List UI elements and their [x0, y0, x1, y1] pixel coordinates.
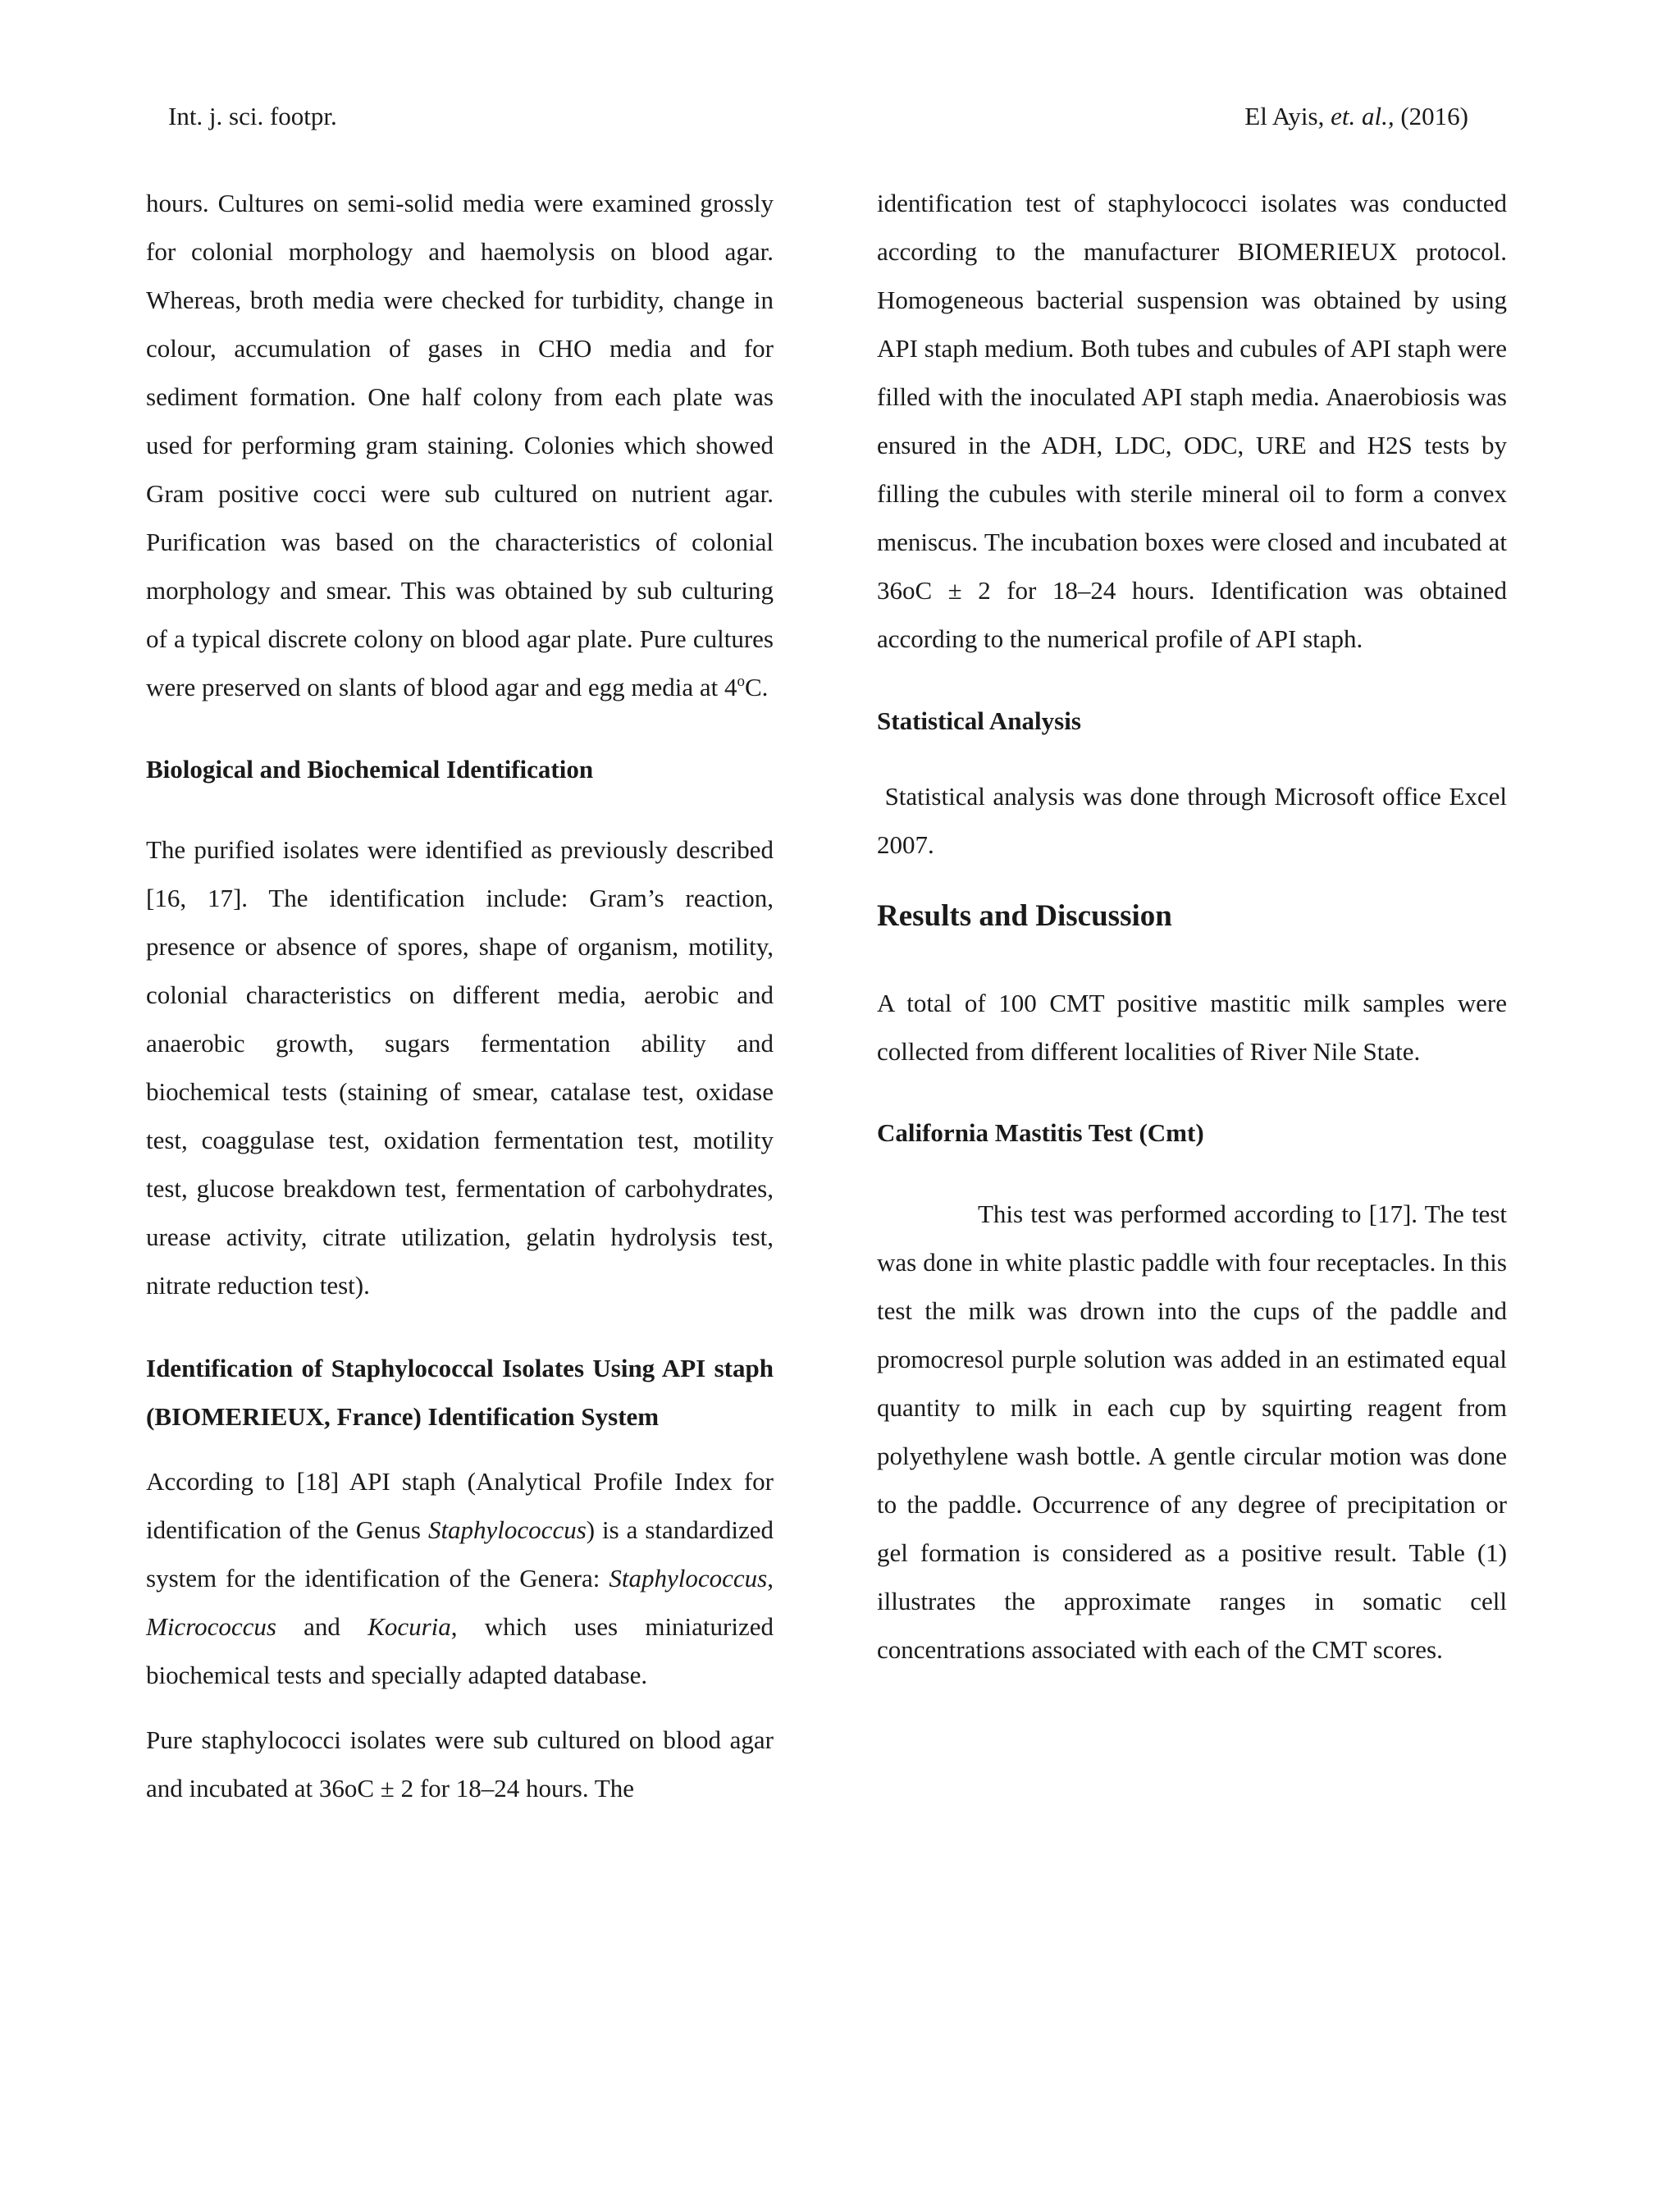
paragraph-statistical-analysis: Statistical analysis was done through Microsoft office Excel 2007.: [877, 782, 1513, 859]
api-genus-3: Micrococcus: [146, 1612, 276, 1641]
authors-name: El Ayis,: [1244, 102, 1331, 130]
right-column: [877, 179, 1513, 1674]
api-text-4: and: [276, 1612, 368, 1641]
paragraph-culture-end: C.: [745, 673, 769, 701]
api-text-1: According to [18] API staph (Analytical Profile Index for identification of the Genus: [146, 1467, 774, 1544]
paragraph-results: A total of 100 CMT positive mastitic milk samples were collected from different localities of River Nile State.: [877, 989, 1507, 1066]
paragraph-api-staph: [146, 1457, 774, 1699]
authors-etal: et. al.,: [1331, 102, 1395, 130]
paragraph-cmt: This test was performed according to [17]. The test was done in white plastic paddle with four receptacles. In this test the milk was drown into the cups of the paddle and promocresol purple solution was added in an estimated equal quantity to milk in each cup by squirting reagent from polyethylene wash bottle. A gentle circular motion was done to the paddle. Occurrence of any degree of precipitation or gel formation is considered as a positive result. Table (1) illustrates the approximate ranges in somatic cell concentrations associated with each of the CMT scores.: [877, 1199, 1507, 1664]
api-text-2: ) is a standardized system for the identification of the Genera:: [146, 1515, 774, 1592]
heading-results-discussion: Results and Discussion: [877, 899, 1172, 933]
api-genus-2: Staphylococcus: [609, 1564, 768, 1592]
heading-biological-identification: Biological and Biochemical Identification: [146, 755, 594, 784]
degree-superscript: o: [737, 673, 745, 690]
paragraph-api-procedure: identification test of staphylococci isolates was conducted according to the manufacturer BIOMERIEUX protocol. Homogeneous bacterial suspension was obtained by using API staph medium. Both tubes and cubules of API staph were filled with the inoculated API staph media. Anaerobiosis was ensured in the ADH, LDC, ODC, URE and H2S tests by filling the cubules with sterile mineral oil to form a convex meniscus. The incubation boxes were closed and incubated at 36oC ± 2 for 18–24 hours. Identification was obtained according to the numerical profile of API staph.: [877, 189, 1507, 653]
left-column: [146, 179, 774, 1812]
heading-cmt: California Mastitis Test (Cmt): [877, 1118, 1204, 1147]
paragraph-culture: [146, 179, 774, 711]
paragraph-culture-text: hours. Cultures on semi-solid media were examined grossly for colonial morphology and haemolysis on blood agar. Whereas, broth media were checked for turbidity, change in colour, accumulation of gases in CHO media and for sediment formation. One half colony from each plate was used for performing gram staining. Colonies which showed Gram positive cocci were sub cultured on nutrient agar. Purification was based on the characteristics of colonial morphology and smear. This was obtained by sub culturing of a typical discrete colony on blood agar plate. Pure cultures were preserved on slants of blood agar and egg media at 4: [146, 189, 774, 701]
api-genus-1: Staphylococcus: [427, 1515, 587, 1544]
authors-year: (2016): [1394, 102, 1468, 130]
paragraph-identification: The purified isolates were identified as previously described [16, 17]. The identification include: Gram’s reaction, presence or absence of spores, shape of organism, motility, colonial characteristics on different media, aerobic and anaerobic growth, sugars fermentation ability and biochemical tests (staining of smear, catalase test, oxidase test, coaggulase test, oxidation fermentation test, motility test, glucose breakdown test, fermentation of carbohydrates, urease activity, citrate utilization, gelatin hydrolysis test, nitrate reduction test).: [146, 835, 774, 1300]
heading-api-staph: Identification of Staphylococcal Isolates Using API staph (BIOMERIEUX, France) Identification System: [146, 1354, 774, 1431]
running-header-authors: [1244, 102, 1468, 131]
heading-statistical-analysis: Statistical Analysis: [877, 706, 1081, 735]
running-header-journal: Int. j. sci. footpr.: [168, 102, 337, 130]
api-text-5: , which uses miniaturized biochemical tests and specially adapted database.: [146, 1612, 774, 1689]
paragraph-pure-isolates: Pure staphylococci isolates were sub cultured on blood agar and incubated at 36oC ± 2 for 18–24 hours. The: [146, 1725, 774, 1803]
api-text-3: ,: [767, 1564, 774, 1592]
api-genus-4: Kocuria: [368, 1612, 451, 1641]
